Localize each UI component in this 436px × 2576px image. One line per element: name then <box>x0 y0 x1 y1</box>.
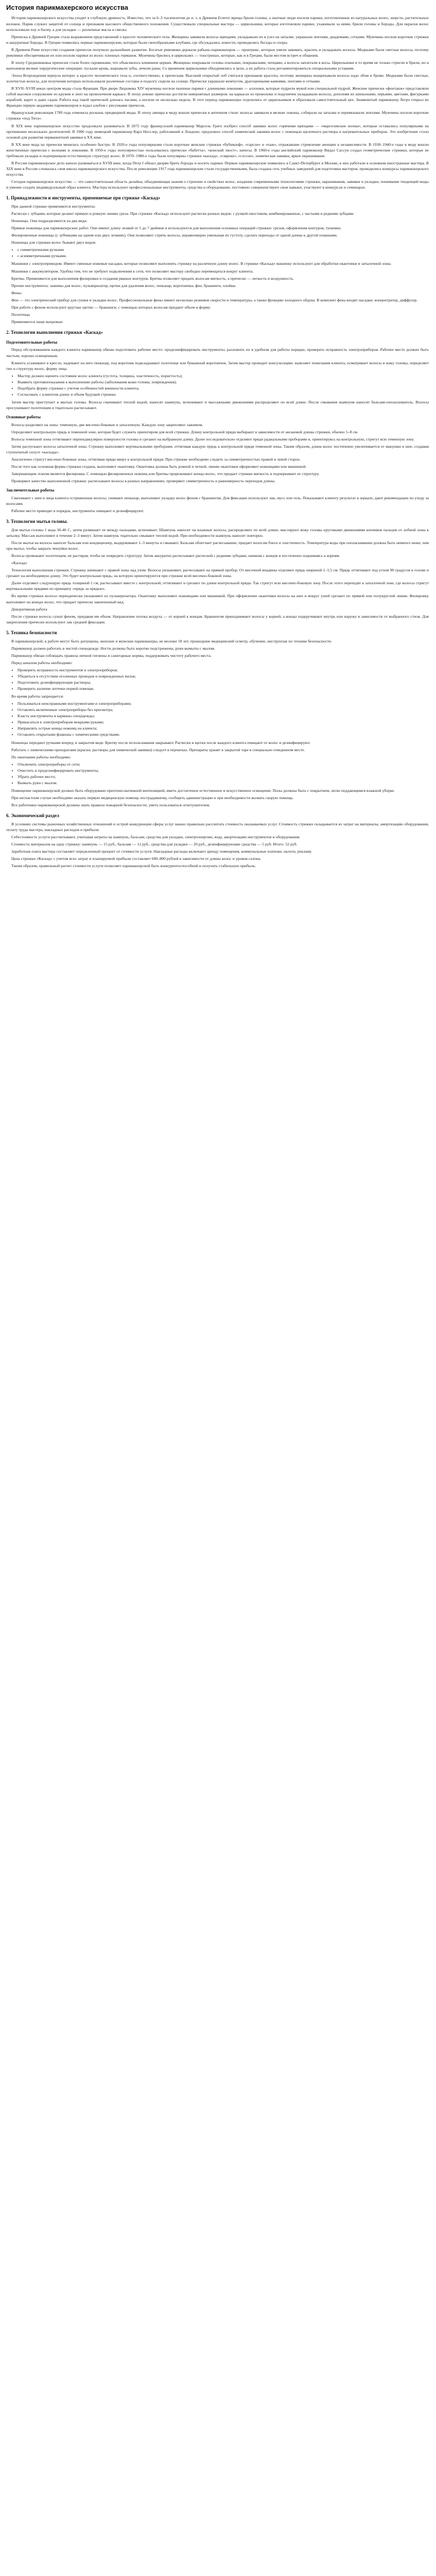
bullet-list <box>6 667 429 691</box>
list-item: • Проверить наличие аптечки первой помощи. <box>18 686 429 691</box>
paragraph: Прическа в Древней Греции стала выражением представлений о красоте человеческого тела. Женщины завивали волосы щипцами, укладывали их в узел на затылке, украшали лентами, диадемами, сетками. Мужчины носили короткие стрижки и аккуратные бороды. В Греции появились первые парикмахерские, которые были своеобразными клубами, где обсуждались новости, проводились беседы и споры. <box>6 34 429 45</box>
document <box>0 0 436 872</box>
paragraph: Волосы теменной зоны оттягивают перпендикулярно поверхности головы и срезают на выбранную длину. Далее последовательно отделяют пряди радиальными проборами и, ориентируясь на контрольную, стригут всю теменную зону. <box>11 436 414 442</box>
section-heading: 1. Принадлежности и инструменты, применяемые при стрижке «Каскад» <box>6 195 161 201</box>
paragraph: Затем распускают волосы затылочной зоны. Стрижку выполняют вертикальными проборами, оттягивая каждую прядь к контрольной пряди теменной зоны. Таким образом, длина волос постепенно увеличивается от макушки к шее, создавая ступенчатый силуэт «каскада». <box>6 444 429 454</box>
paragraph: После мытья на волосы наносят бальзам или кондиционер, выдерживают 1–3 минуты и смывают. Бальзам облегчает расчесывание, придает волосам блеск и эластичность. Температура воды при ополаскивании должна быть немного ниже, чем при мытье, чтобы закрыть чешуйки волос. <box>6 540 429 551</box>
paragraph: По окончании работы необходимо: <box>11 754 72 759</box>
paragraph: Заработная плата мастера составляет определенный процент от стоимости услуги. Накладные расходы включают аренду помещения, коммунальные платежи, налоги, рекламу. <box>11 849 312 854</box>
list-item: • Оставлять открытыми флаконы с химическими средствами. <box>18 732 429 737</box>
section-heading: 5. Техника безопасности <box>6 630 57 635</box>
document-title: История парикмахерского искусства <box>6 4 128 11</box>
list-item: • Класть инструменты в карманы спецодежды; <box>18 713 429 719</box>
list-item: • Согласовать с клиентом длину и объем будущей стрижки. <box>18 392 429 397</box>
list-item: • Отключить электроприборы от сети; <box>18 761 429 767</box>
paragraph: Сегодня парикмахерское искусство — это самостоятельная область дизайна, объединяющая знания о строении и свойствах волос, владение современными технологиями стрижки, окрашивания, завивки и укладки, понимание тенденций моды и умение создать индивидуальный образ клиента. Мастера используют профессиональные инструменты, средства и оборудование, постоянно совершенствуют свои навыки, участвуют в конкурсах и семинарах. <box>6 179 429 190</box>
list-item: • с симметричными ручками <box>18 247 429 252</box>
subsection-heading: Подготовительные работы <box>6 340 58 345</box>
paragraph: Завершающим этапом является филировка. С помощью филировочных ножниц или бритвы прореживают концы волос, что придает стрижке мягкость и подчеркивает ее структуру. <box>11 471 320 477</box>
list-item: • с асимметричными ручками. <box>18 253 429 259</box>
bullet-list <box>6 701 429 737</box>
paragraph: При несчастном случае необходимо оказать первую медицинскую помощь пострадавшему, сообщить администрации и при необходимости вызвать скорую помощь. <box>11 795 294 800</box>
paragraph: Машинки с аккумулятором. Удобны тем, что не требуют подключения к сети, что позволяет мастеру свободно перемещаться вокруг клиента. <box>11 268 254 274</box>
paragraph: Стоимость материалов на одну стрижку: шампунь — 15 руб., бальзам — 12 руб., средства для укладки — 20 руб., дезинфицирующие средства — 5 руб. Итого: 52 руб. <box>11 842 298 847</box>
paragraph: Затем мастер приступает к мытью головы. Волосы смачивают теплой водой, наносят шампунь, вспенивают и массажными движениями распределяют по всей длине. После смывания шампуня наносят бальзам-ополаскиватель. Волосы просушивают полотенцем и тщательно расчесывают. <box>6 399 429 410</box>
paragraph: В Древнем Риме искусство создания причесок получило дальнейшее развитие. Богатые римлянки держали рабынь-парикмахеров — орнатрикс, которые умели завивать, красить и укладывать волосы. Модными были светлые волосы, поэтому римлянки обесцвечивали их или носили парики из волос пленных германок. Мужчины брились в цирюльнях — тонстринах, которые, как и в Греции, были местом встреч и общения. <box>6 47 429 58</box>
list-item: • Пользоваться неисправными инструментами и электроприборами; <box>18 701 429 706</box>
paragraph: Машинки с электроприводом. Имеют сменные ножевые насадки, которые позволяют выполнять стрижку на различную длину волос. В стрижке «Каскад» машинку используют для обработки окантовки и затылочной зоны. <box>11 261 392 266</box>
paragraph: Филировочные ножницы (с зубчиками на одном или двух лезвиях). Они позволяют стричь волосы, неравномерно уменьшая их густоту, сделать переходы от одной длины к другой плавными. <box>11 233 338 238</box>
list-item: • Оставлять включенные электроприборы без присмотра; <box>18 707 429 713</box>
section-heading: 2. Технологии выполнения стрижки «Каскад» <box>6 330 103 335</box>
section-economics <box>6 812 429 869</box>
list-item: • Направлять острые концы ножниц на клиента; <box>18 725 429 731</box>
paragraph: Волосы промокают полотенцем, не растирая, чтобы не повредить структуру. Затем аккуратно расчесывают расческой с редкими зубцами, начиная с концов и постепенно поднимаясь к корням. <box>11 553 340 558</box>
paragraph: Перед началом работы необходимо: <box>11 660 73 665</box>
bullet-list <box>6 373 429 397</box>
paragraph: Парикмахер должен работать в чистой спецодежде. Ногти должны быть коротко подстрижены, руки вымыты с мылом. <box>11 646 215 651</box>
paragraph: Для мытья головы 1 вода 36-40 С, затем разминает ее между пальцами, вспенивает. Шампунь наносят на влажные волосы, распределяют по всей длине, массируют кожу головы круговыми движениями кончиков пальцев от лобной зоны к затылку. Массаж выполняют в течение 2–3 минут. Затем шампунь тщательно смывают теплой водой. При необходимости шампунь наносят повторно. <box>6 527 429 538</box>
paragraph: Французская революция 1789 года отменила роскошь придворной моды. В эпоху ампира в моду вошли прически в античном стиле: волосы завивали в мелкие локоны, собирали на затылке и перевязывали лентами. Мужчины носили короткие стрижки «под Тита». <box>6 110 429 121</box>
paragraph: В эпоху Средневековья прически стали более скромными, что объяснялось влиянием церкви. Женщины покрывали головы платками, покрывалами, чепцами, а волосы заплетали в косы. Цирюльники в то время не только стригли и брили, но и выполняли мелкие хирургические операции: пускали кровь, вырывали зубы, лечили раны. Со временем цирюльники объединились в цехи, а их работа стала регламентироваться специальными уставами. <box>6 60 429 71</box>
paragraph: Фены: <box>11 290 23 295</box>
paragraph: Работать с химическими препаратами (краски, растворы для химической завивки) следует в перчатках. Препараты хранят в закрытой таре в специально отведенном месте. <box>11 747 305 752</box>
paragraph: Аналогично стригут височно-боковые зоны, оттягивая пряди вверх к контрольной пряди. При стрижке необходимо следить за симметричностью правой и левой сторон. <box>11 457 301 462</box>
paragraph: Парикмахер обязан соблюдать правила личной гигиены и санитарные нормы, поддерживать чистоту рабочего места. <box>11 653 212 658</box>
paragraph: После того как основная форма стрижки создана, выполняют окантовку. Окантовка должна быть ровной и четкой, линию окантовки оформляют ножницами или машинкой. <box>11 464 307 469</box>
list-item: • Мастер должен оценить состояние волос клиента (густота, толщина, эластичность, пористость); <box>18 373 429 379</box>
paragraph: Цена стрижки «Каскад» с учетом всех затрат и планируемой прибыли составляет 600–800 рублей в зависимости от длины волос и уровня салона. <box>11 856 261 861</box>
paragraph: Волосы разделяют на зоны: теменную, две височно-боковые и затылочную. Каждую зону закрепляют зажимом. <box>11 422 203 427</box>
paragraph: Ножницы для стрижки волос бывают двух видов: <box>11 240 96 245</box>
paragraph: Расчески с зубцами, которые делают прямую и ровную линию среза. При стрижке «Каскад» используют расчески разных видов: с ручкой-хвостиком, комбинированные, с частыми и редкими зубцами. <box>11 211 355 216</box>
paragraph: Во время стрижки волосы периодически увлажняют из пульверизатора. Окантовку выполняют ножницами или машинкой. При оформлении окантовки волосы на шее и вокруг ушей срезают по прямой или полукруглой линии. Филировку выполняют на концах волос, что придает прическе законченный вид. <box>6 594 429 604</box>
paragraph: Фен — это электрический прибор для сушки и укладки волос. Профессиональные фены имеют несколько режимов скорости и температуры, а также функцию холодного обдува. В комплект фена входят насадки: концентратор, диффузор. <box>11 297 418 302</box>
paragraph: Перед обслуживанием каждого клиента парикмахер обязан подготовить рабочее место: продезинфицировать инструменты, разложить их в удобном для работы порядке, проверить исправность электроприборов. Рабочее место должно быть чистым, хорошо освещенным. <box>6 347 429 358</box>
bullet-list <box>6 247 429 259</box>
list-item: • Прикасаться к электроприборам мокрыми руками; <box>18 719 429 725</box>
paragraph: В условиях системы рыночных хозяйственных отношений и острой конкуренции сферы услуг важно правильно рассчитать стоимость оказываемых услуг. Стоимость стрижки складывается из затрат на материалы, амортизацию оборудования, оплату труда мастера, накладных расходов и прибыли. <box>6 821 429 832</box>
section-washing <box>6 518 429 625</box>
paragraph: Ножницы передают ручками вперед, в закрытом виде. Бритву после использования закрывают. Расчески и щетки после каждого клиента очищают от волос и дезинфицируют. <box>11 740 311 745</box>
paragraph: Далее отделяют следующую прядь толщиной 1 см, расчесывают вместе с контрольной, оттягивают и срезают по длине контрольной пряди. Так стригут всю височно-боковую зону. После этого переходят к затылочной зоне, где волосы стригут вертикальными прядями по принципу «прядь за прядью». <box>6 581 429 591</box>
paragraph: Прямые ножницы для парикмахерских работ. Они имеют длину лезвий от 5 до 7 дюймов и используются для выполнения основных операций стрижки: срезов, оформления контуров, тушевки. <box>11 226 342 231</box>
paragraph: История парикмахерского искусства уходит в глубокую древность. Известно, что за 6–3 тысячелетия до н. э. в Древнем Египте жрецы брили головы, а знатные люди носили парики, изготовленные из натуральных волос, шерсти, растительных волокон. Парик служил защитой от солнца и признаком высокого общественного положения. Существовали специальные мастера — цирюльники, которые изготовляли парики, ухаживали за ними, брили головы и бороды. Для окраски волос использовали хну и басму, а для укладки — различные масла и смолы. <box>6 15 429 32</box>
paragraph: Все работники парикмахерской должны знать правила пожарной безопасности, уметь пользоваться огнетушителем. <box>11 803 211 808</box>
paragraph: Проверяют качество выполненной стрижки: расчесывают волосы в разных направлениях, проверяют симметричность и равномерность переходов длины. <box>11 479 276 484</box>
paragraph: Смахивают с шеи и лица клиента остриженные волосы, снимают пеньюар, выполняют укладку волос феном с брашингом. Для фиксации используют лак, мусс или гель. Показывают клиенту результат в зеркале, дают рекомендации по уходу за волосами. <box>6 495 429 506</box>
section-heading: 6. Экономический раздел <box>6 813 60 819</box>
paragraph: Применяются чаще махровые. <box>11 319 64 324</box>
list-item: • Подготовить дезинфицирующие растворы; <box>18 680 429 685</box>
list-item: • Убедиться в отсутствии оголенных проводов и поврежденных вилок; <box>18 673 429 679</box>
paragraph: Бритвы. Применяются для выполнения филировки и создания рваных контуров. Бритва позволяет придать волосам мягкость, а прическе — легкость и воздушность. <box>11 276 294 281</box>
list-item: • Убрать рабочее место; <box>18 774 429 779</box>
paragraph: Таким образом, правильный расчет стоимости услуги позволяет парикмахерской быть конкурентоспособной и получать стабильную прибыль. <box>11 863 256 869</box>
paragraph: Эпоха Возрождения вернула интерес к красоте человеческого тела и, соответственно, к прическам. Высокий открытый лоб считался признаком красоты, поэтому женщины выщипывали волосы надо лбом и брови. Модными были светлые, золотистые волосы, для получения которых использовали различные составы и подолгу сидели на солнце. Прически украшали жемчугом, драгоценными камнями, лентами и сетками. <box>6 73 429 84</box>
section-safety <box>6 630 429 808</box>
paragraph: «Каскад» <box>11 561 27 566</box>
subsection-heading: Заключительные работы <box>6 488 55 493</box>
list-item: • Выявить противопоказания к выполнению работы (заболевания кожи головы, повреждения); <box>18 379 429 385</box>
paragraph: Помещение парикмахерской должно быть оборудовано приточно-вытяжной вентиляцией, иметь достаточное естественное и искусственное освещение. Полы должны быть с покрытием, легко поддающимся влажной уборке. <box>11 788 395 793</box>
paragraph: При данной стрижке применяются инструменты: <box>11 204 96 209</box>
paragraph: В XVII–XVIII веках центром моды стала Франция. При дворе Людовика XIV мужчины носили пышные парики с длинными локонами — аллонжи, которые пудрили мукой или специальной пудрой. Женские прически «фонтанж» представляли собой высокое сооружение из кружев и лент на проволочном каркасе. В эпоху рококо прически достигли невероятных размеров: на каркасах из проволоки и подушечек укладывали волосы, дополняя их шиньонами, перьями, цветами, фигурками кораблей, карет и даже садов. Работа над такой прической длилась часами, а носили ее несколько недель. В этот период парикмахеры отделились от цирюльников и образовали самостоятельный цех. Знаменитый парикмахер Легро открыл во Франции первую академию парикмахеров и издал альбом с рисунками причесок. <box>6 86 429 108</box>
subsection-heading: Основные работы <box>6 415 41 420</box>
section-heading: 3. Технология мытья головы. <box>6 519 68 524</box>
paragraph: В XIX веке парикмахерское искусство продолжало развиваться. В 1872 году французский парикмахер Марсель Грато изобрел способ завивки волос горячими щипцами — «марселевские волны», которые оставались популярными на протяжении нескольких десятилетий. В 1906 году немецкий парикмахер Карл Несслер, работавший в Лондоне, предложил способ химической завивки волос с помощью щелочного раствора и нагревательных приборов. Это изобретение стало основой для развития перманентной завивки в XX веке. <box>6 123 429 140</box>
list-item: • Вымыть руки с мылом. <box>18 780 429 786</box>
paragraph: В России парикмахерское дело начало развиваться в XVIII веке, когда Петр I обязал дворян брить бороды и носить парики. Первые парикмахерские появились в Санкт-Петербурге и Москве, в них работали в основном иностранные мастера. В XIX веке в России сложилась своя школа парикмахерского искусства. После революции 1917 года парикмахерские стали государственными, была создана сеть учебных заведений для подготовки мастеров, проводились конкурсы парикмахерского искусства. <box>6 160 429 177</box>
paragraph: Технология выполнения стрижки. Стрижку начинают с правой зоны над ухом. Волосы увлажняют, расчесывают на прямой пробор. От височной впадины отделяют прядь шириной 1–1,5 см. Прядь оттягивают под углом 90 градусов к голове и срезают на необходимую длину. Это будет контрольная прядь, на которую ориентируются при стрижке всей височно-боковой зоны. <box>6 568 429 579</box>
paragraph: В парикмахерской, в работе могут быть допущены, женские и мужские парикмахеры, не моложе 18 лет, прошедшие медицинский осмотр, обучение, инструктаж по технике безопасности. <box>11 638 332 643</box>
paragraph: Полотенца <box>11 312 30 317</box>
paragraph: Себестоимость услуги рассчитывают, учитывая затраты на шампунь, бальзам, средства для укладки, электроэнергию, воду, амортизацию инструментов и оборудования. <box>11 835 301 840</box>
list-item: • Подобрать форму стрижки с учетом особенностей внешности клиента; <box>18 385 429 391</box>
paragraph: Ножницы. Они подразделяются на два вида: <box>11 218 88 224</box>
paragraph: Декоративная работа <box>11 606 47 612</box>
paragraph: Рабочее место приводят в порядок, инструменты очищают и дезинфицируют. <box>11 509 144 514</box>
section-technology <box>6 329 429 514</box>
paragraph: При работе с феном используют круглые щетки — брашинги, с помощью которых волосам придают объем и форму. <box>11 304 211 310</box>
paragraph: Клиента усаживают в кресло, надевают на него пеньюар, под воротник подкладывают полотенце или бумажный воротничок. Затем мастер проводит консультацию: выясняет пожелания клиента, осматривает волосы и кожу головы, определяет тип и структуру волос, форму лица. <box>6 360 429 371</box>
paragraph: Определяют контрольную прядь в теменной зоне, которая будет служить ориентиром для всей стрижки. Длину контрольной пряди выбирают в зависимости от желаемой длины стрижки, обычно 5–8 см. <box>11 429 358 434</box>
section-tools <box>6 195 429 325</box>
paragraph: Во время работы запрещается: <box>11 694 64 699</box>
intro-section <box>6 15 429 190</box>
paragraph: Прочие инструменты: зажимы для волос, пульверизатор, щетки для удаления волос, пеньюар, воротнички, фен, брашинги, плойки. <box>11 283 236 288</box>
paragraph: После стрижки волосы сушат феном, придавая им объем. Направление потока воздуха — от корней к концам. Брашингом приподнимают волосы у корней, а концы подкручивают внутрь или наружу в зависимости от выбранного стиля. Для закрепления прически используют лак средней фиксации. <box>6 614 429 624</box>
bullet-list <box>6 761 429 786</box>
list-item: • Проверить исправность инструментов и электроприборов; <box>18 667 429 673</box>
paragraph: В XX веке мода на прически менялась особенно быстро. В 1920-е годы популярными стали короткие женские стрижки «бубикопф», «гарсон» и «паж», отражавшие стремление женщин к независимости. В 1930–1940-е годы в моду вошли женственные прически с волнами и локонами. В 1950-е годы популярностью пользовались прически «бабетта», «конский хвост», начесы. В 1960-е годы английский парикмахер Видал Сассун создал геометрические стрижки, которые не требовали укладки и подчеркивали естественную структуру волос. В 1970–1980-е годы были популярны стрижки «каскад», «гаврош», «сэссон», химическая завивка, яркое окрашивание. <box>6 142 429 158</box>
list-item: • Очистить и продезинфицировать инструменты; <box>18 768 429 773</box>
